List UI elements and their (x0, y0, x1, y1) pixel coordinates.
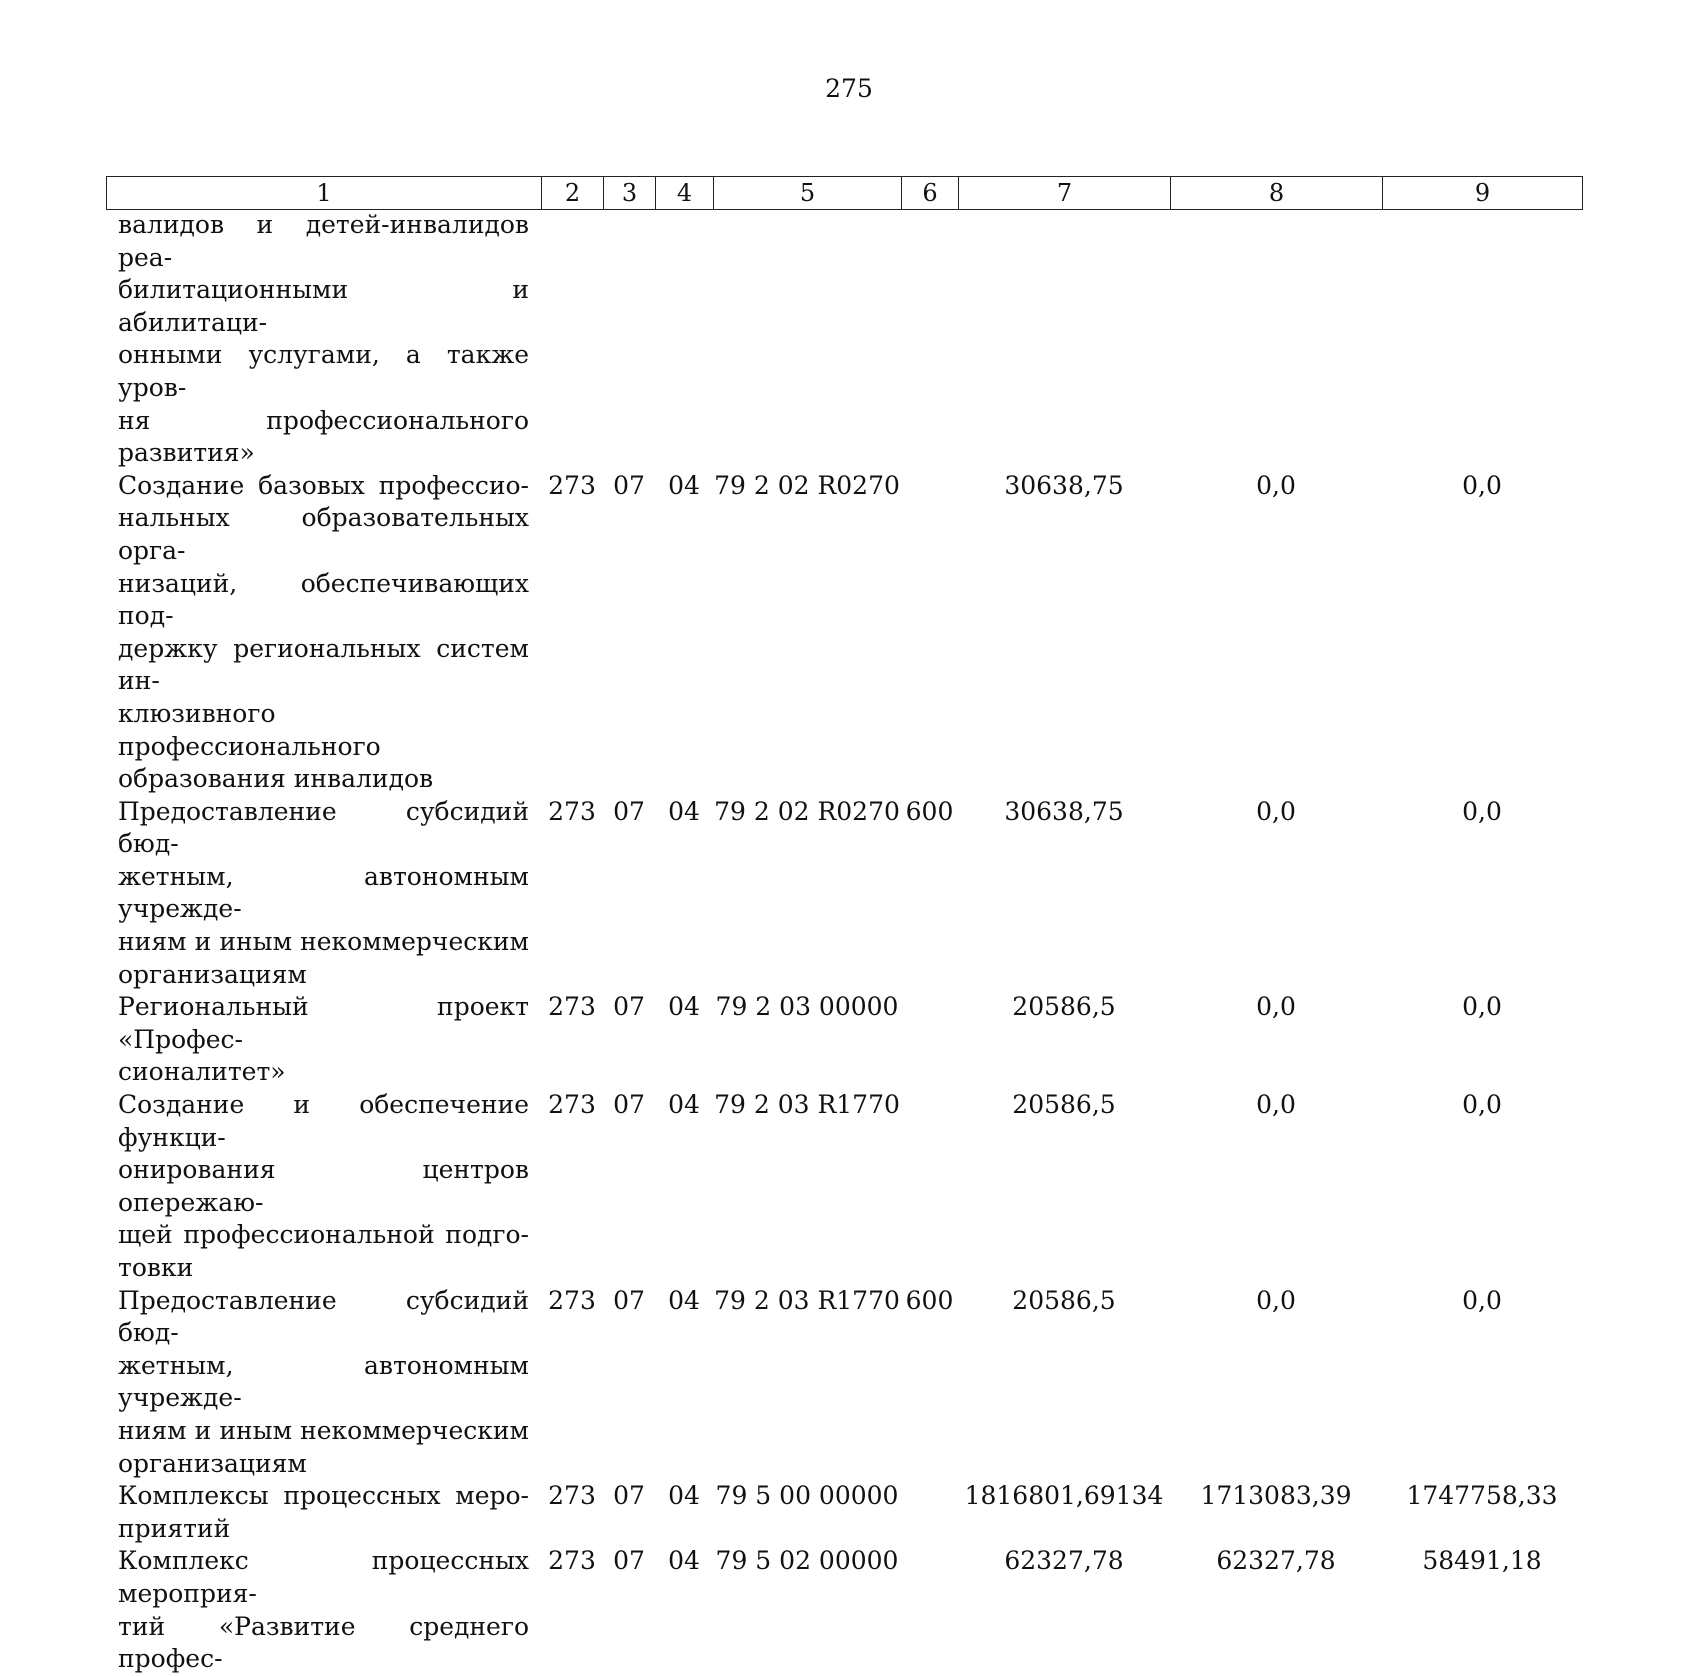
row-name-line: низаций, обеспечивающих под- (118, 568, 529, 631)
row-name (106, 1545, 541, 1675)
expense-type-code: 600 (905, 796, 954, 826)
page-number: 275 (825, 74, 873, 103)
column-number: 3 (604, 177, 656, 210)
row-name-line: сионалитет» (118, 1057, 286, 1087)
row-name (106, 1480, 541, 1545)
row-name-line: валидов и детей-инвалидов реа- (118, 210, 529, 272)
amount-year-2: 0,0 (1256, 992, 1296, 1022)
amount-year-2 (1170, 209, 1382, 470)
amount-year-3 (1382, 209, 1582, 470)
section-code: 07 (613, 1481, 645, 1511)
expense-type-code: 600 (905, 1285, 954, 1315)
amount-year-1: 20586,5 (1012, 1090, 1116, 1120)
row-name (106, 1285, 541, 1481)
row-name-line: клюзивного профессионального (118, 698, 381, 761)
target-article-code: 79 5 02 00000 (715, 1546, 899, 1576)
row-name-line: щей профессиональной подго- (118, 1220, 529, 1250)
subsection-code: 04 (668, 1090, 700, 1120)
row-name-line: онными услугами, а также уров- (118, 340, 529, 402)
row-name-line: Предоставление субсидий бюд- (118, 1285, 529, 1348)
section-code: 07 (613, 1090, 645, 1120)
row-name-line: ниям и иным некоммерческим (118, 1415, 529, 1445)
chapter-code: 273 (548, 470, 596, 500)
row-name (106, 796, 541, 992)
amount-year-3: 0,0 (1462, 1285, 1502, 1315)
table-row (106, 991, 1582, 1089)
amount-year-1: 20586,5 (1012, 992, 1116, 1022)
row-name-line: билитационными и абилитаци- (118, 275, 529, 337)
chapter-code: 273 (548, 1546, 596, 1576)
amount-year-2: 0,0 (1256, 796, 1296, 826)
row-name-line: ня профессионального развития» (118, 405, 529, 468)
chapter-code: 273 (548, 1090, 596, 1120)
amount-year-2: 62327,78 (1216, 1546, 1336, 1576)
section-code (603, 209, 655, 470)
amount-year-1: 30638,75 (1004, 796, 1124, 826)
chapter-code: 273 (548, 796, 596, 826)
chapter-code: 273 (548, 992, 596, 1022)
column-number: 7 (959, 177, 1171, 210)
section-code: 07 (613, 470, 645, 500)
table-body (106, 209, 1582, 1676)
row-name (106, 991, 541, 1089)
row-name-line: Создание базовых профессио- (118, 470, 529, 500)
amount-year-1: 62327,78 (1004, 1546, 1124, 1576)
target-article-code: 79 2 03 R1770 (714, 1090, 900, 1120)
expense-type-code (901, 209, 958, 470)
column-number: 2 (542, 177, 604, 210)
row-name-line: Предоставление субсидий бюд- (118, 796, 529, 859)
expense-type-code (901, 991, 958, 1089)
amount-year-1: 20586,5 (1012, 1285, 1116, 1315)
amount-year-2: 0,0 (1256, 1285, 1296, 1315)
target-article-code: 79 2 02 R0270 (714, 796, 900, 826)
amount-year-3: 0,0 (1462, 1090, 1502, 1120)
column-number: 8 (1171, 177, 1383, 210)
section-code: 07 (613, 796, 645, 826)
amount-year-3: 0,0 (1462, 992, 1502, 1022)
subsection-code: 04 (668, 992, 700, 1022)
target-article-code (713, 209, 901, 470)
row-name-line: тий «Развитие среднего профес- (118, 1611, 529, 1674)
expense-type-code (901, 1480, 958, 1545)
amount-year-1: 1816801,69134 (964, 1481, 1164, 1511)
row-name-line: ниям и иным некоммерческим (118, 927, 529, 957)
subsection-code: 04 (668, 1285, 700, 1315)
table-row (106, 796, 1582, 992)
amount-year-2: 1713083,39 (1200, 1481, 1352, 1511)
row-name (106, 470, 541, 796)
target-article-code: 79 2 03 R1770 (714, 1285, 900, 1315)
chapter-code: 273 (548, 1481, 596, 1511)
table-row (106, 1285, 1582, 1481)
table-row (106, 1545, 1582, 1675)
section-code: 07 (613, 992, 645, 1022)
chapter-code (541, 209, 603, 470)
amount-year-1 (958, 209, 1170, 470)
amount-year-2: 0,0 (1256, 1090, 1296, 1120)
row-name-line: Создание и обеспечение функци- (118, 1090, 529, 1152)
amount-year-2: 0,0 (1256, 470, 1296, 500)
row-name-line: онирования центров опережаю- (118, 1155, 529, 1217)
subsection-code: 04 (668, 470, 700, 500)
row-name-line: приятий (118, 1513, 231, 1543)
column-number-row (107, 177, 1583, 210)
column-number: 4 (656, 177, 714, 210)
expense-type-code (901, 470, 958, 796)
amount-year-3: 0,0 (1462, 470, 1502, 500)
row-name (106, 1089, 541, 1285)
amount-year-3: 58491,18 (1422, 1546, 1542, 1576)
row-name-line: организациям (118, 1448, 307, 1478)
row-name-line: держку региональных систем ин- (118, 633, 529, 696)
column-number: 5 (714, 177, 902, 210)
amount-year-1: 30638,75 (1004, 470, 1124, 500)
amount-year-3: 1747758,33 (1406, 1481, 1558, 1511)
target-article-code: 79 2 02 R0270 (714, 470, 900, 500)
row-name-line: Региональный проект «Профес- (118, 992, 529, 1054)
chapter-code: 273 (548, 1285, 596, 1315)
expense-type-code (901, 1545, 958, 1675)
subsection-code (655, 209, 713, 470)
table-row (106, 1089, 1582, 1285)
row-name-line: Комплексы процессных меро- (118, 1481, 529, 1511)
target-article-code: 79 2 03 00000 (715, 992, 899, 1022)
target-article-code: 79 5 00 00000 (715, 1481, 899, 1511)
expense-type-code (901, 1089, 958, 1285)
row-name (106, 209, 541, 470)
row-name-line: организациям (118, 959, 307, 989)
column-number: 6 (902, 177, 959, 210)
column-number: 1 (107, 177, 542, 210)
section-code: 07 (613, 1285, 645, 1315)
subsection-code: 04 (668, 796, 700, 826)
column-header-table (106, 176, 1583, 210)
table-row (106, 209, 1582, 470)
row-name-line: Комплекс процессных мероприя- (118, 1546, 529, 1608)
row-name-line: жетным, автономным учрежде- (118, 861, 529, 924)
subsection-code: 04 (668, 1481, 700, 1511)
row-name-line: товки (118, 1253, 194, 1282)
table-row (106, 1480, 1582, 1545)
row-name-line: нальных образовательных орга- (118, 503, 529, 565)
budget-table (106, 209, 1582, 1676)
column-number: 9 (1383, 177, 1583, 210)
table-row (106, 470, 1582, 796)
subsection-code: 04 (668, 1546, 700, 1576)
row-name-line: образования инвалидов (118, 764, 434, 794)
row-name-line: жетным, автономным учрежде- (118, 1350, 529, 1413)
amount-year-3: 0,0 (1462, 796, 1502, 826)
section-code: 07 (613, 1546, 645, 1576)
